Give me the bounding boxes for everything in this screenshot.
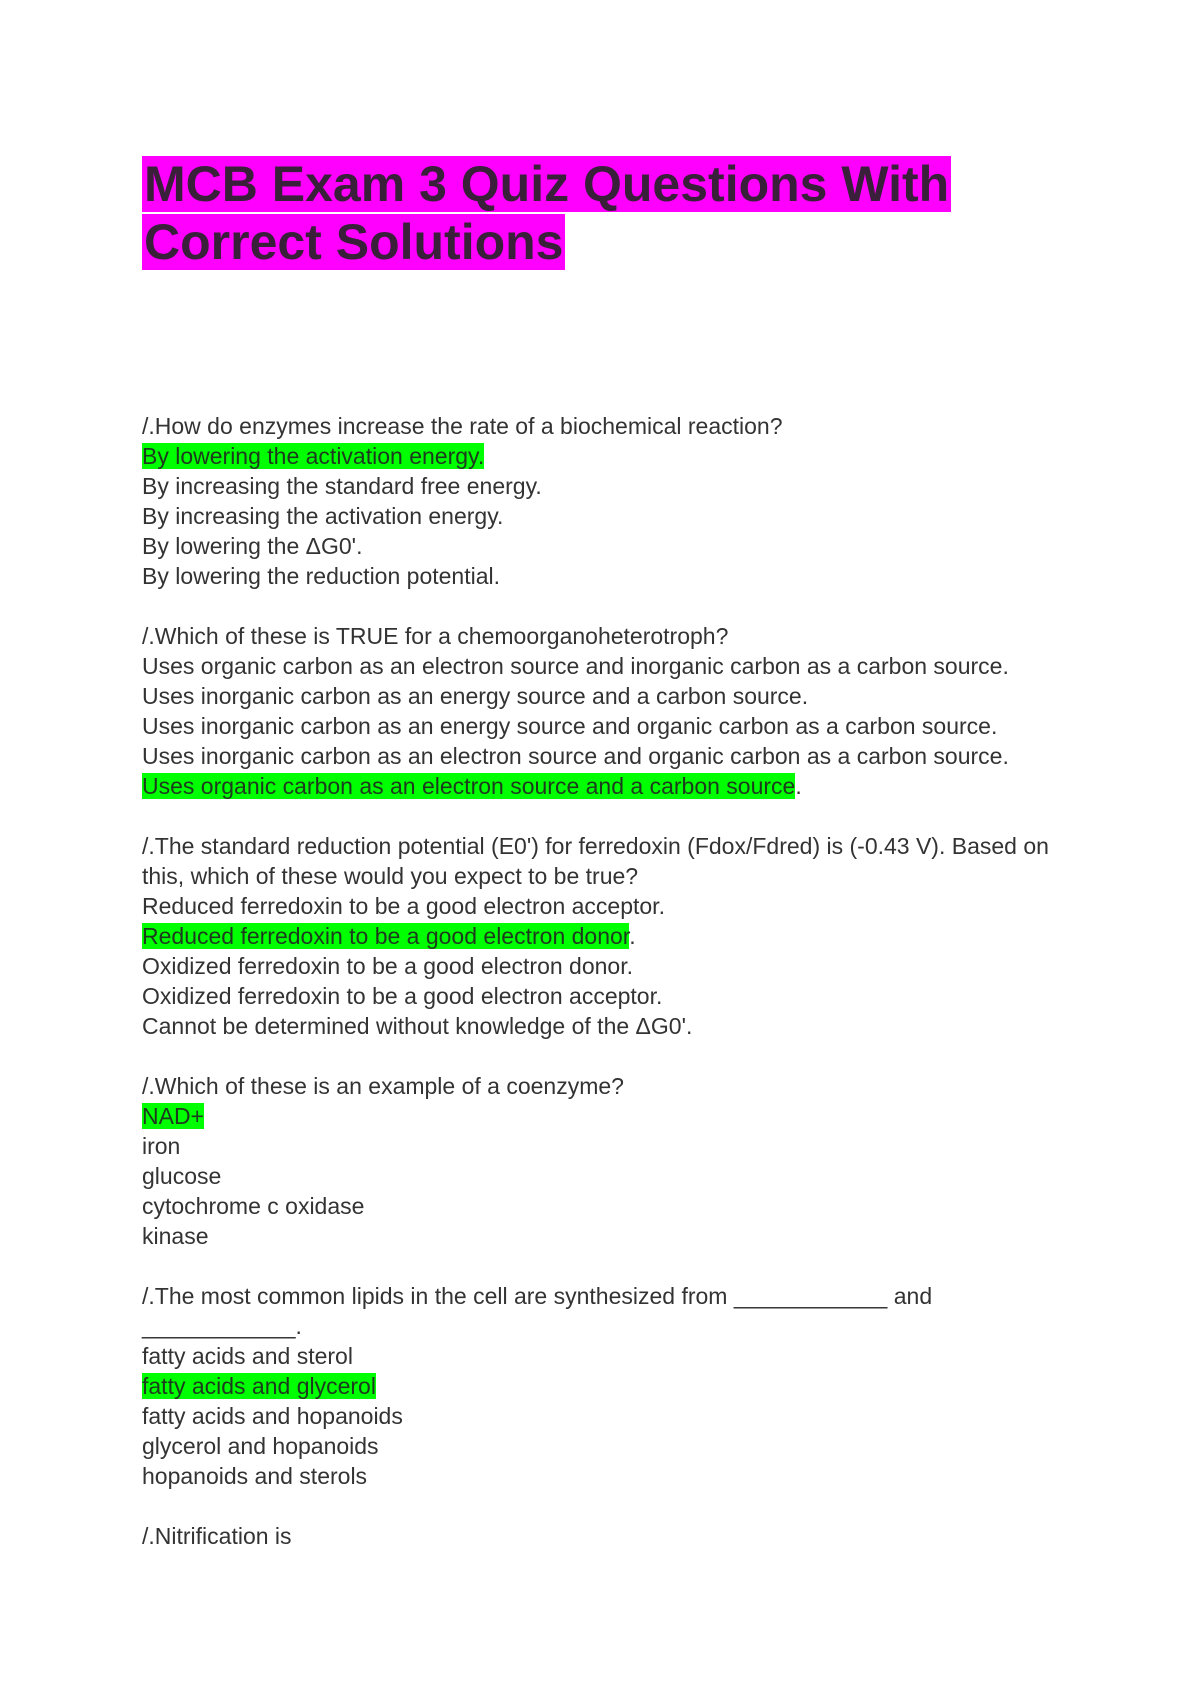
answer-suffix: . [795, 773, 802, 799]
answer-option [142, 1131, 1082, 1161]
answer-text: Uses inorganic carbon as an electron source and organic carbon as a carbon source. [142, 743, 1009, 769]
answer-option [142, 1401, 1082, 1431]
answer-text: Uses inorganic carbon as an energy source and a carbon source. [142, 683, 809, 709]
question-list [142, 411, 1082, 1551]
answer-option [142, 1431, 1082, 1461]
answer-option-correct [142, 1101, 1082, 1131]
highlighted-correct-answer: Reduced ferredoxin to be a good electron donor [142, 923, 630, 949]
answer-text: Cannot be determined without knowledge of the ΔG0'. [142, 1013, 693, 1039]
answer-option-correct [142, 1371, 1082, 1401]
answer-option [142, 1341, 1082, 1371]
answer-option [142, 471, 1082, 501]
document-title [142, 155, 1082, 271]
answer-option [142, 1011, 1082, 1041]
answer-option [142, 711, 1082, 741]
highlighted-correct-answer: Uses organic carbon as an electron source and a carbon source [142, 773, 796, 799]
question-text: /.Nitrification is [142, 1523, 292, 1549]
answer-option [142, 981, 1082, 1011]
highlighted-correct-answer: By lowering the activation energy. [142, 443, 485, 469]
answer-option-correct [142, 771, 1082, 801]
answer-text: fatty acids and hopanoids [142, 1403, 403, 1429]
question-block [142, 831, 1082, 1041]
answer-text: Reduced ferredoxin to be a good electron acceptor. [142, 893, 665, 919]
answer-text: By increasing the standard free energy. [142, 473, 542, 499]
answer-option [142, 741, 1082, 771]
answer-text: Uses inorganic carbon as an energy source and organic carbon as a carbon source. [142, 713, 998, 739]
title-line-1: MCB Exam 3 Quiz Questions With [144, 156, 950, 212]
question-block [142, 621, 1082, 801]
answer-text: glucose [142, 1163, 222, 1189]
answer-option [142, 651, 1082, 681]
answer-text: cytochrome c oxidase [142, 1193, 365, 1219]
title-line-2: Correct Solutions [144, 214, 564, 270]
answer-text: By lowering the ΔG0'. [142, 533, 363, 559]
answer-option [142, 951, 1082, 981]
answer-option [142, 531, 1082, 561]
answer-text: hopanoids and sterols [142, 1463, 368, 1489]
question-text: /.The most common lipids in the cell are synthesized from ____________ and ____________. [142, 1283, 939, 1339]
answer-text: Oxidized ferredoxin to be a good electron donor. [142, 953, 633, 979]
answer-option [142, 1221, 1082, 1251]
answer-option-correct [142, 921, 1082, 951]
answer-option [142, 891, 1082, 921]
highlighted-correct-answer: NAD+ [142, 1103, 204, 1129]
answer-text: Uses organic carbon as an electron source and inorganic carbon as a carbon source. [142, 653, 1009, 679]
answer-option-correct [142, 441, 1082, 471]
question-text: /.Which of these is TRUE for a chemoorganoheterotroph? [142, 623, 729, 649]
answer-option [142, 1161, 1082, 1191]
question-block [142, 1521, 1082, 1551]
answer-option [142, 501, 1082, 531]
answer-text: iron [142, 1133, 181, 1159]
highlighted-correct-answer: fatty acids and glycerol [142, 1373, 376, 1399]
question-text: /.Which of these is an example of a coenzyme? [142, 1073, 624, 1099]
question-block [142, 1071, 1082, 1251]
answer-text: Oxidized ferredoxin to be a good electron acceptor. [142, 983, 663, 1009]
document-page [142, 155, 1082, 1581]
answer-text: fatty acids and sterol [142, 1343, 353, 1369]
question-text: /.The standard reduction potential (E0') for ferredoxin (Fdox/Fdred) is (-0.43 V). Based on this, which of these would you expect to be true? [142, 833, 1056, 889]
question-block [142, 1281, 1082, 1491]
answer-option [142, 1461, 1082, 1491]
answer-option [142, 681, 1082, 711]
answer-text: glycerol and hopanoids [142, 1433, 379, 1459]
answer-option [142, 1191, 1082, 1221]
answer-option [142, 561, 1082, 591]
question-text: /.How do enzymes increase the rate of a biochemical reaction? [142, 413, 783, 439]
answer-suffix: . [629, 923, 636, 949]
question-block [142, 411, 1082, 591]
answer-text: By lowering the reduction potential. [142, 563, 500, 589]
answer-text: kinase [142, 1223, 209, 1249]
answer-text: By increasing the activation energy. [142, 503, 504, 529]
